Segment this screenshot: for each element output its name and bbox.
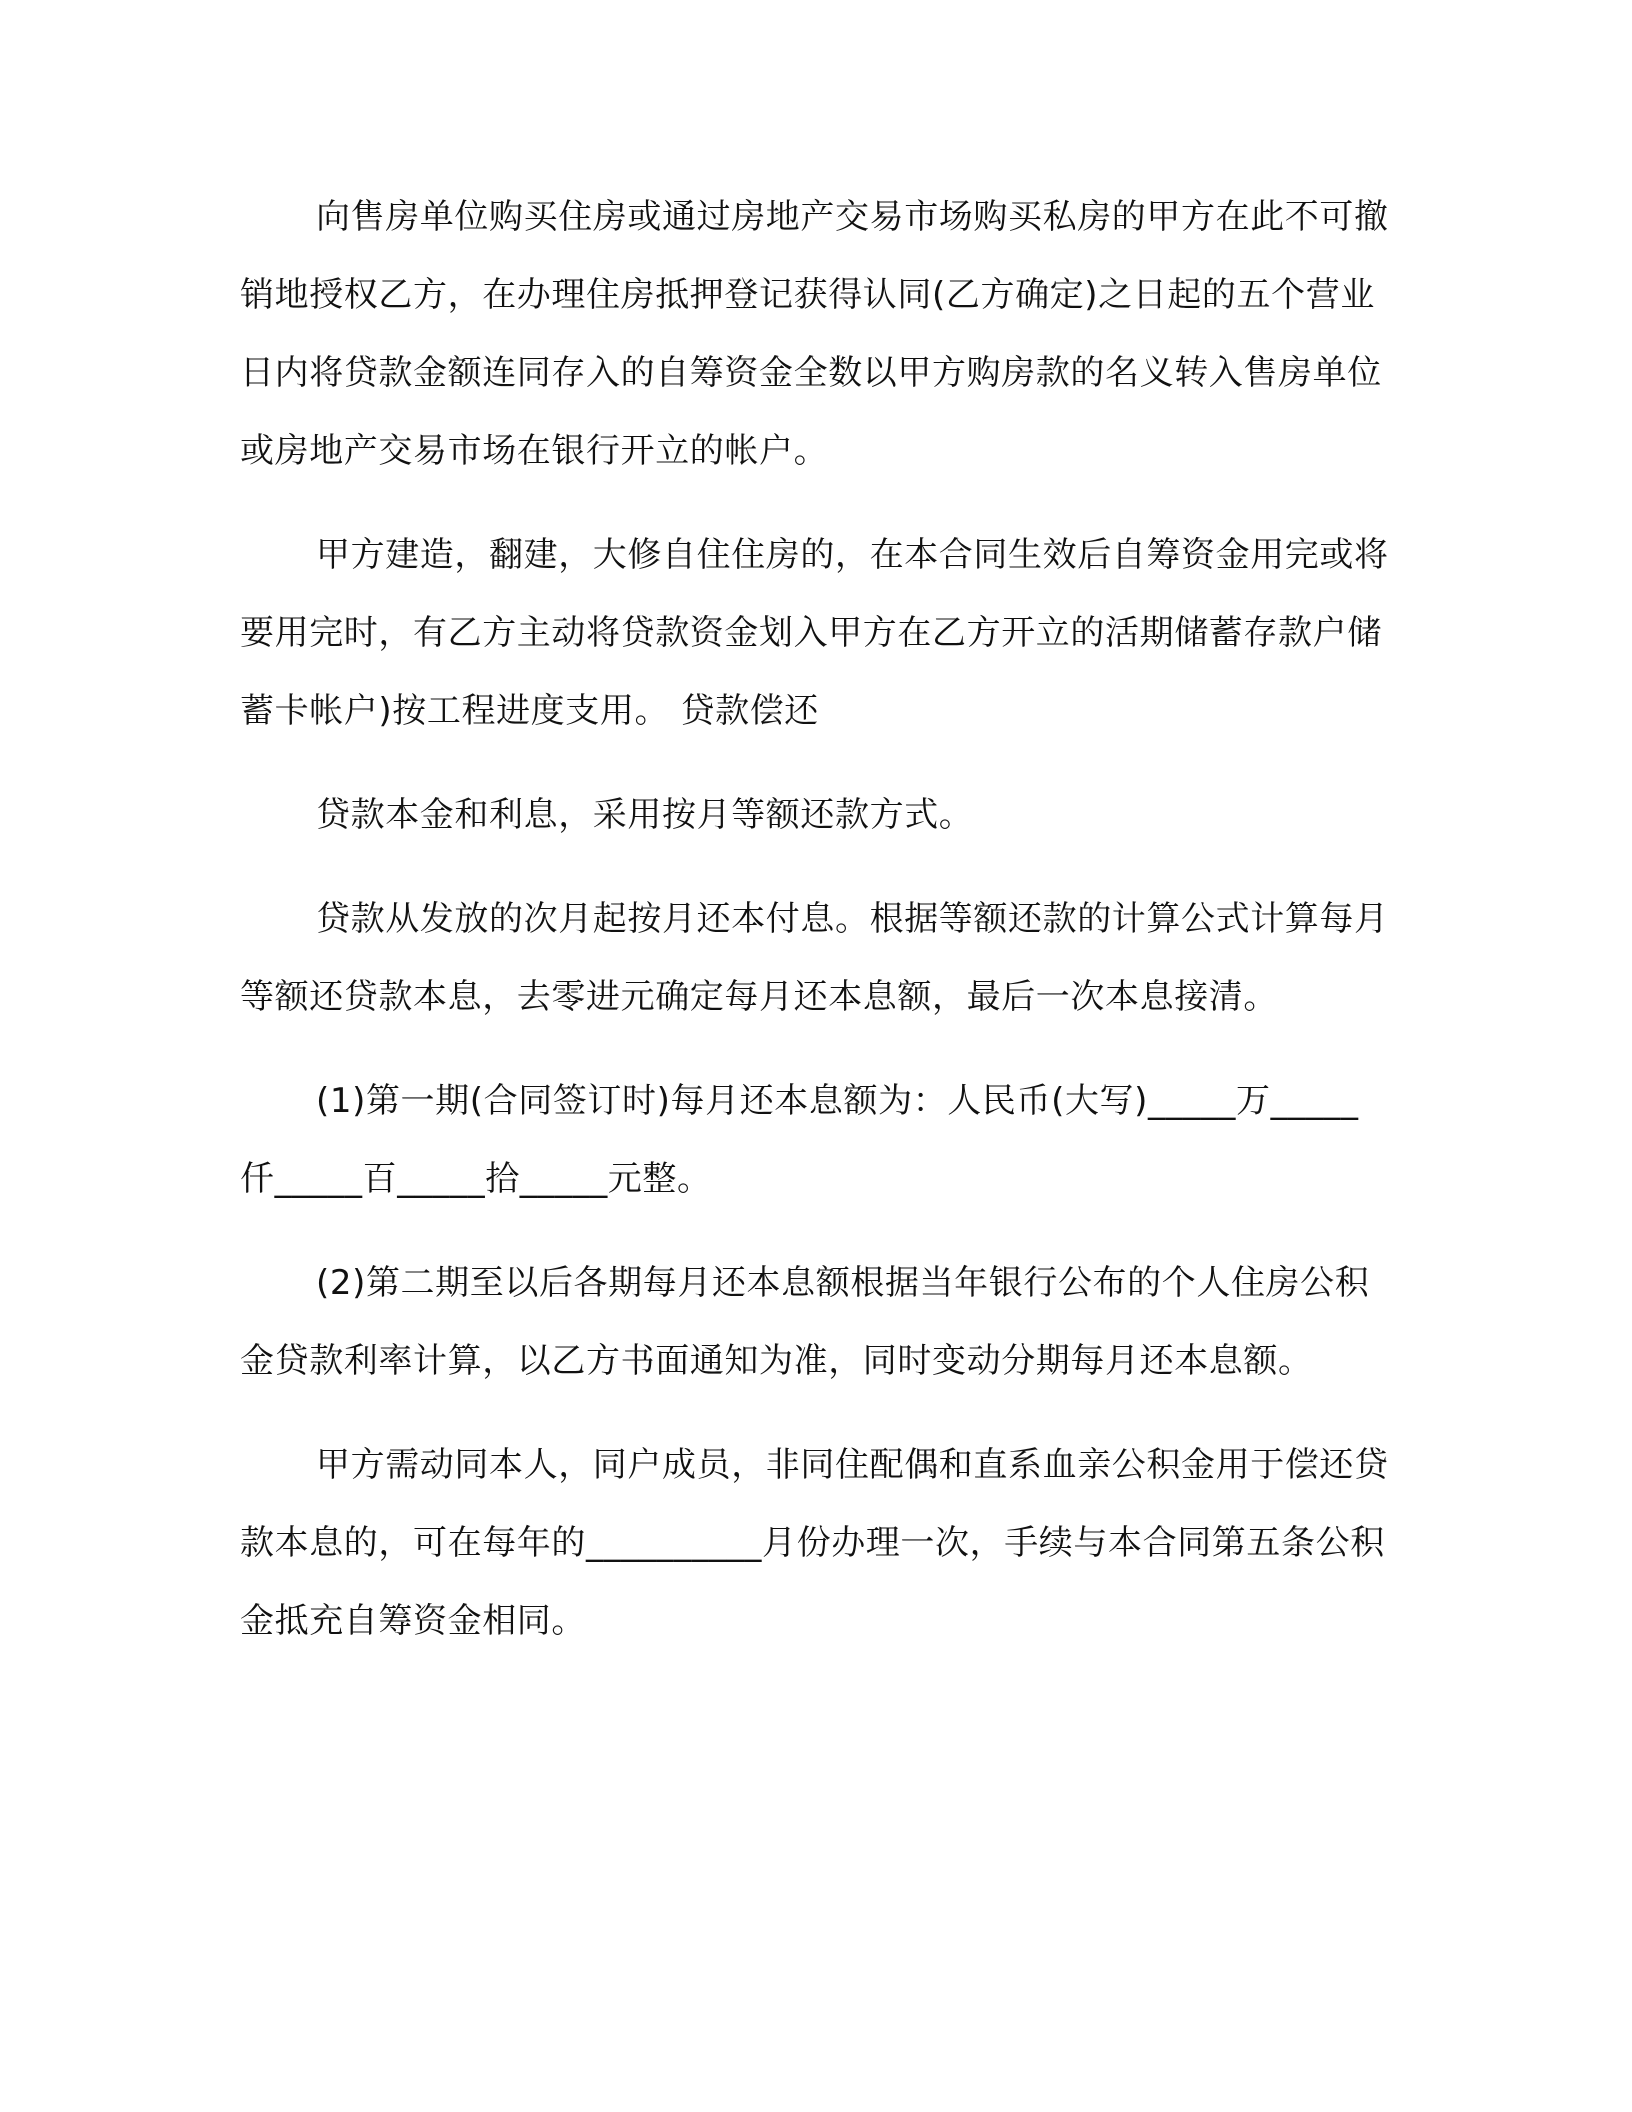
paragraph-monthly-repayment: 贷款从发放的次月起按月还本付息。根据等额还款的计算公式计算每月等额还贷款本息，去零进元确定每月还本息额，最后一次本息接清。 [240, 899, 1389, 1017]
paragraph-self-build: 甲方建造，翻建，大修自住住房的，在本合同生效后自筹资金用完或将要用完时，有乙方主动将贷款资金划入甲方在乙方开立的活期储蓄存款户储蓄卡帐户)按工程进度支用。 贷款偿还 [240, 535, 1389, 731]
paragraph-later-periods: (2)第二期至以后各期每月还本息额根据当年银行公布的个人住房公积金贷款利率计算，以乙方书面通知为准，同时变动分期每月还本息额。 [240, 1263, 1370, 1381]
document-body [240, 178, 1392, 1686]
paragraph-repayment-method: 贷款本金和利息，采用按月等额还款方式。 [316, 795, 974, 835]
paragraph-first-period-amount: (1)第一期(合同签订时)每月还本息额为：人民币(大写)_____万_____仟_____百_____拾_____元整。 [240, 1081, 1359, 1199]
paragraph-payment-transfer: 向售房单位购买住房或通过房地产交易市场购买私房的甲方在此不可撤销地授权乙方，在办理住房抵押登记获得认同(乙方确定)之日起的五个营业日内将贷款金额连同存入的自筹资金全数以甲方购房款的名义转入售房单位或房地产交易市场在银行开立的帐户。 [240, 197, 1389, 471]
paragraph-provident-fund: 甲方需动同本人，同户成员，非同住配偶和直系血亲公积金用于偿还贷款本息的，可在每年的__________月份办理一次，手续与本合同第五条公积金抵充自筹资金相同。 [240, 1445, 1389, 1641]
